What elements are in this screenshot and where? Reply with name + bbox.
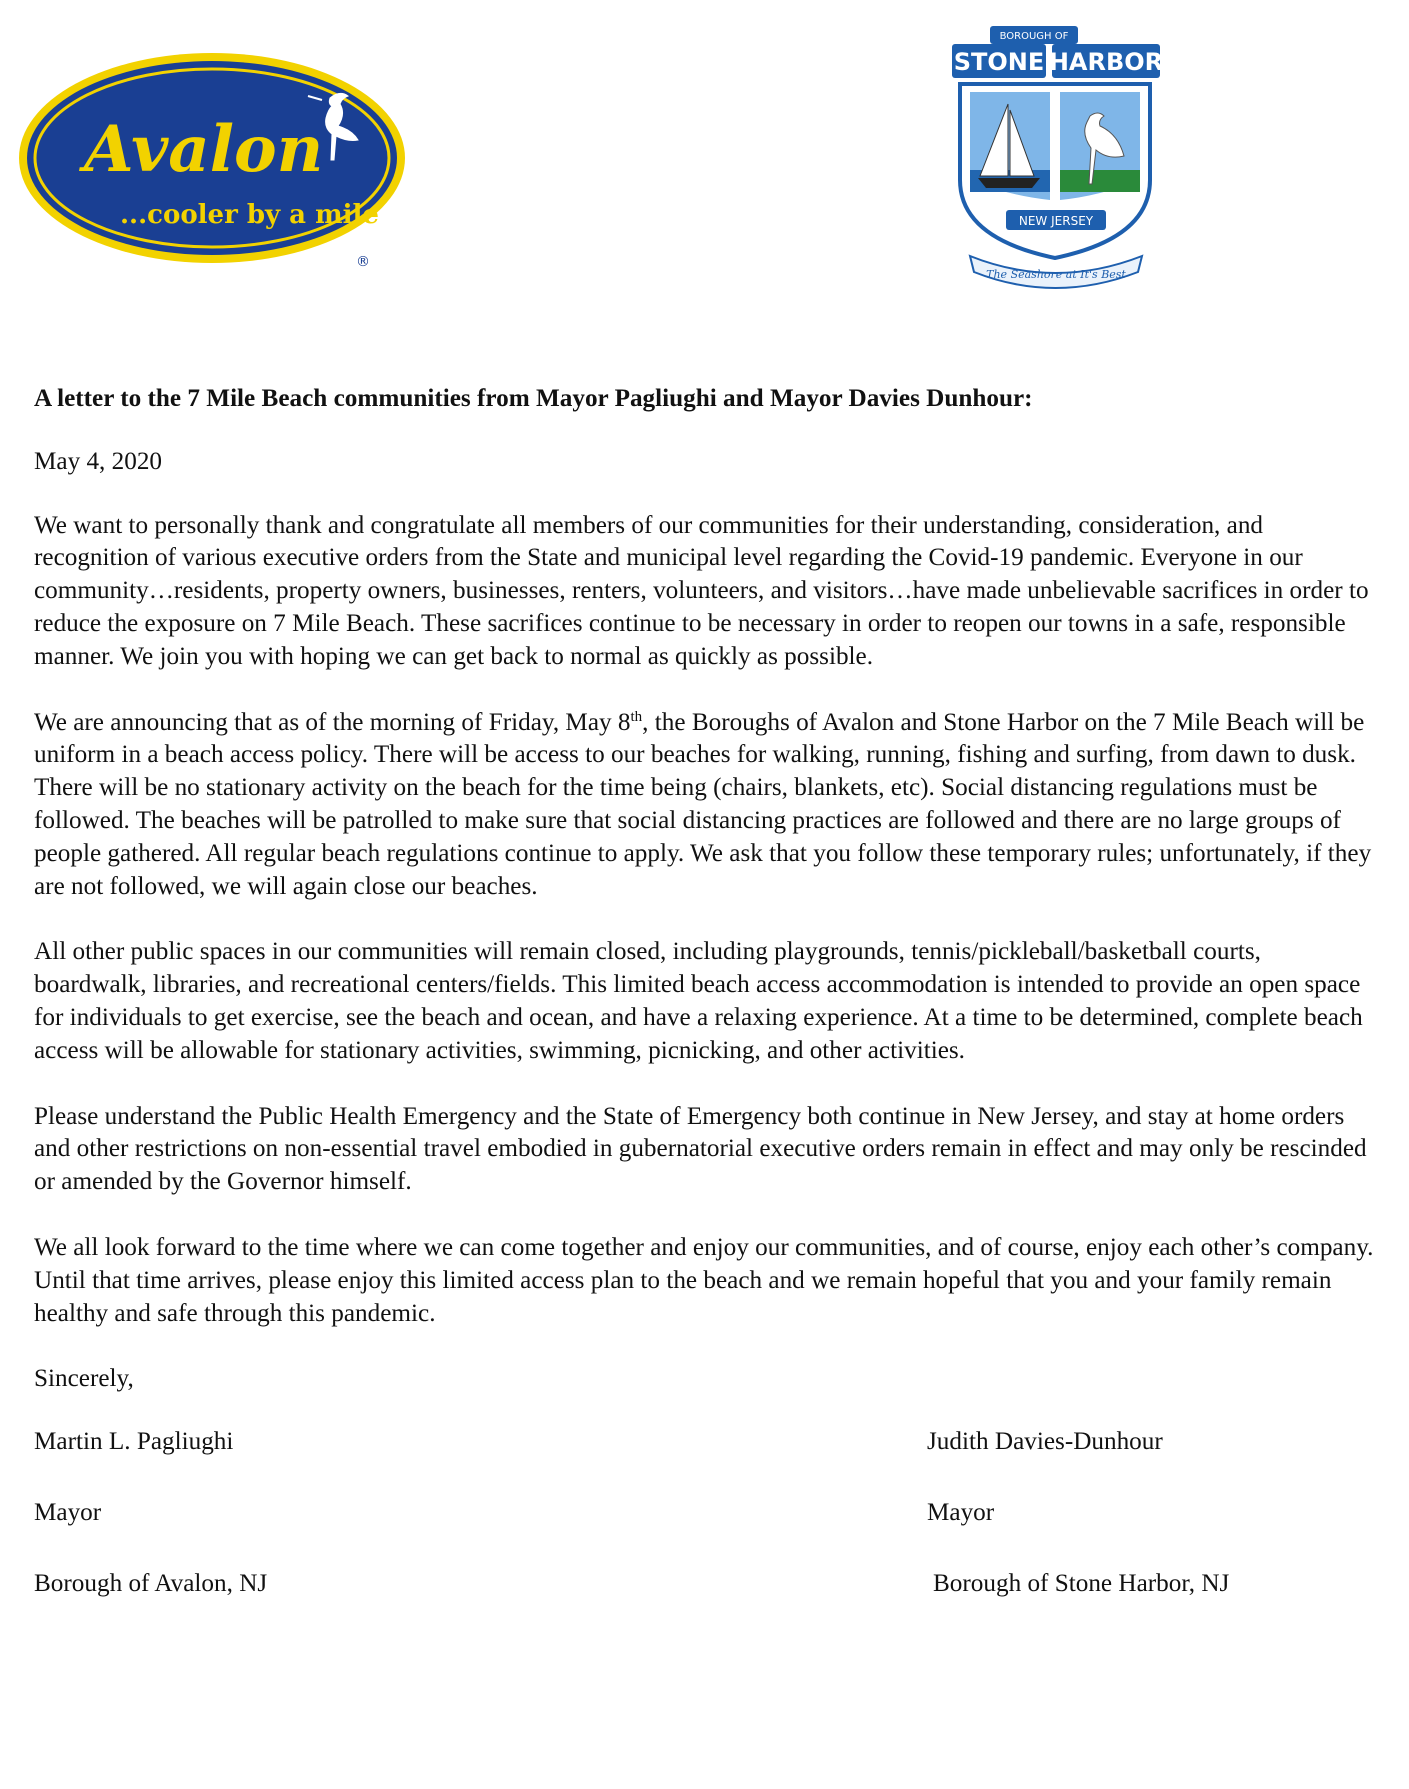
signer-name: Martin L. Pagliughi [34,1428,234,1456]
signature-block [34,1426,1379,1666]
seal-state: NEW JERSEY [1018,214,1094,228]
seal-title-right: HARBOR [1048,48,1164,76]
paragraph-2-start: We are announcing that as of the morning of Friday, May 8 [34,708,631,736]
paragraph-5: We all look forward to the time where we can come together and enjoy our communities, and of course, enjoy each other’s company. Until that time arrives, please enjoy this limited access plan to the beach and we remain hopeful that you and your family remain healthy and safe through this pandemic. [34,1233,1374,1327]
seal-title-left: STONE [953,48,1045,76]
signer-title: Mayor [34,1498,102,1526]
registered-mark: ® [356,254,370,270]
ordinal-suffix: th [630,708,643,725]
signer-name: Judith Davies-Dunhour [927,1428,1163,1456]
letter-heading: A letter to the 7 Mile Beach communities from Mayor Pagliughi and Mayor Davies Dunhour: [34,385,1033,412]
letter-date: May 4, 2020 [34,447,163,475]
stone-harbor-seal [950,20,1170,298]
signer-avalon [34,1426,267,1638]
seal-top-banner: BOROUGH OF [999,31,1069,42]
avalon-logo [12,46,472,286]
signer-title: Mayor [927,1498,995,1526]
signer-org: Borough of Avalon, NJ [34,1569,268,1597]
closing: Sincerely, [34,1365,134,1393]
paragraph-4: Please understand the Public Health Emergency and the State of Emergency both continue in New Jersey, and stay at home orders and other restrictions on non-essential travel embodied in gubernatorial executive orders remain in effect and may only be rescinded or amended by the Governor himself. [34,1102,1367,1196]
avalon-tagline: ...cooler by a mile [120,200,379,230]
seal-motto: The Seashore at It's Best [986,268,1126,281]
paragraph-3: All other public spaces in our communities will remain closed, including playgrounds, tennis/pickleball/basketball courts, boardwalk, libraries, and recreational centers/fields. This limited beach access accommodation is intended to provide an open space for individuals to get exercise, see the beach and ocean, and have a relaxing experience. At a time to be determined, complete beach access will be allowable for stationary activities, swimming, picnicking, and other activities. [34,938,1363,1064]
paragraph-2-rest: , the Boroughs of Avalon and Stone Harbor on the 7 Mile Beach will be uniform in a beach access policy. There will be access to our beaches for walking, running, fishing and surfing, from dawn to dusk. There will be no stationary activity on the beach for the time being (chairs, blankets, etc). Social distancing regulations must be followed. The beaches will be patrolled to make sure that social distancing practices are followed and there are no large groups of people gathered. All regular beach regulations continue to apply. We ask that you follow these temporary rules; unfortunately, if they are not followed, we will again close our beaches. [34,708,1372,900]
signer-org: Borough of Stone Harbor, NJ [933,1569,1230,1597]
paragraph-2 [34,707,1379,904]
avalon-wordmark: Avalon [84,112,324,187]
paragraph-1: We want to personally thank and congratulate all members of our communities for their understanding, consideration, and recognition of various executive orders from the State and municipal level regarding the Covid-19 pandemic. Everyone in our community…residents, property owners, businesses, renters, volunteers, and visitors…have made unbelievable sacrifices in order to reduce the exposure on 7 Mile Beach. These sacrifices continue to be necessary in order to reopen our towns in a safe, responsible manner. We join you with hoping we can get back to normal as quickly as possible. [34,511,1369,670]
letter-body [34,383,1379,1666]
signer-stone-harbor [927,1426,1229,1638]
